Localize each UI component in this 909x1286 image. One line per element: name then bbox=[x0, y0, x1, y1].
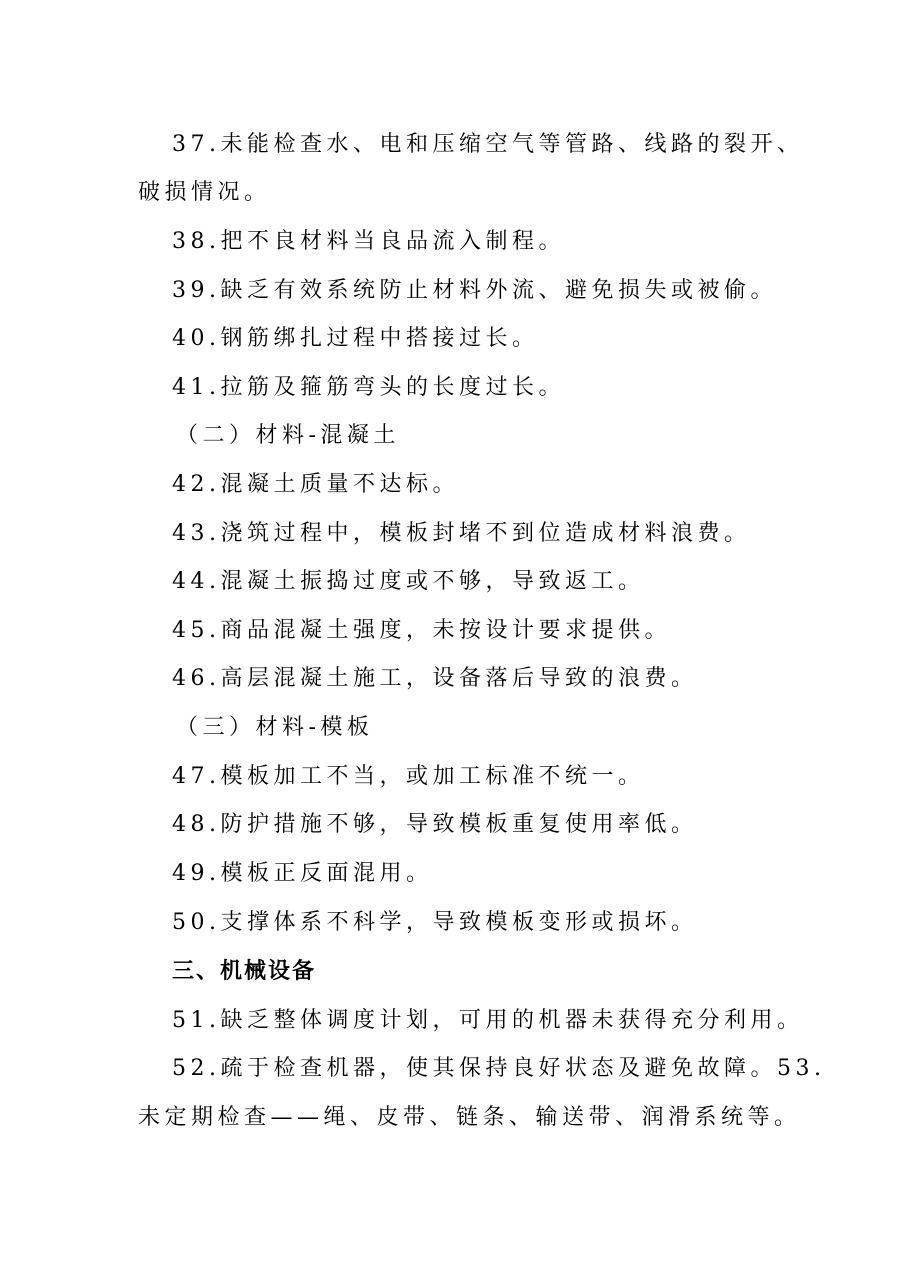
paragraph-item-53-continuation: 未定期检查——绳、皮带、链条、输送带、润滑系统等。 bbox=[138, 1105, 801, 1130]
paragraph-item-37-continuation: 破损情况。 bbox=[138, 180, 271, 205]
paragraph-item-52-53: 52.疏于检查机器，使其保持良好状态及避免故障。53. bbox=[172, 1056, 826, 1081]
paragraph-item-46: 46.高层混凝土施工，设备落后导致的浪费。 bbox=[172, 666, 698, 691]
paragraph-item-51: 51.缺乏整体调度计划，可用的机器未获得充分利用。 bbox=[172, 1008, 804, 1033]
paragraph-item-38: 38.把不良材料当良品流入制程。 bbox=[172, 229, 565, 254]
section-heading-machinery: 三、机械设备 bbox=[172, 959, 317, 984]
paragraph-item-41: 41.拉筋及箍筋弯头的长度过长。 bbox=[172, 375, 565, 400]
section-subheading-formwork: （三）材料-模板 bbox=[176, 715, 374, 740]
paragraph-item-42: 42.混凝土质量不达标。 bbox=[172, 472, 459, 497]
paragraph-item-50: 50.支撑体系不科学，导致模板变形或损坏。 bbox=[172, 910, 698, 935]
paragraph-item-44: 44.混凝土振捣过度或不够，导致返工。 bbox=[172, 569, 645, 594]
paragraph-item-39: 39.缺乏有效系统防止材料外流、避免损失或被偷。 bbox=[172, 278, 777, 303]
paragraph-item-40: 40.钢筋绑扎过程中搭接过长。 bbox=[172, 326, 539, 351]
paragraph-item-43: 43.浇筑过程中，模板封堵不到位造成材料浪费。 bbox=[172, 521, 751, 546]
paragraph-item-37: 37.未能检查水、电和压缩空气等管路、线路的裂开、 bbox=[172, 132, 804, 157]
paragraph-item-49: 49.模板正反面混用。 bbox=[172, 861, 433, 886]
paragraph-item-47: 47.模板加工不当，或加工标准不统一。 bbox=[172, 764, 645, 789]
paragraph-item-45: 45.商品混凝土强度，未按设计要求提供。 bbox=[172, 618, 671, 643]
paragraph-item-48: 48.防护措施不够，导致模板重复使用率低。 bbox=[172, 812, 698, 837]
section-subheading-concrete: （二）材料-混凝土 bbox=[176, 423, 400, 448]
